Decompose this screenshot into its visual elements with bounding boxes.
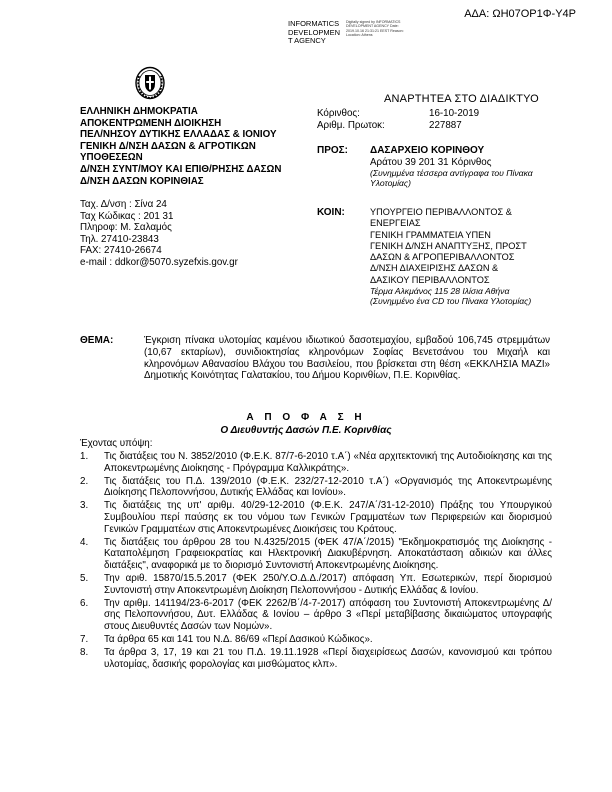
cc-line: ΓΕΝΙΚΗ Δ/ΝΣΗ ΑΝΑΠΤΥΞΗΣ, ΠΡΟΣΤ ΔΑΣΩΝ & ΑΓΡΟΠΕΡΙΒΑΛΛΟΝΤΟΣ <box>370 240 527 263</box>
contact-block <box>80 199 238 269</box>
contact-email: e-mail : ddkor@5070.syzefxis.gov.gr <box>80 256 238 268</box>
contact-line: Ταχ Κώδικας : 201 31 <box>80 210 174 222</box>
recipient-address: Αράτου 39 201 31 Κόρινθος <box>370 156 492 168</box>
date-label: Κόρινθος: <box>317 108 360 119</box>
signature-stamp <box>288 20 340 46</box>
list-item: 8. Τα άρθρα 3, 17, 19 και 21 του Π.Δ. 19.11.1928 «Περί διαχειρίσεως Δασών, κανονισμού και τρόπου υλοτομίας, δασικής φορολογίας και μισθώματος κλπ». <box>80 646 552 670</box>
contact-line: FAX: 27410-26674 <box>80 245 162 257</box>
list-item: 6. Την αριθμ. 141194/23-6-2017 (ΦΕΚ 2262/Β΄/4-7-2017) απόφαση του Συντονιστή Αποκεντρωμένης Δ/σης Πελοποννήσου, Δυτ. Ελλάδας & Ιονίου – άρθρο 3 «Περί μεταβίβασης δικαιώματος υπογραφής στους Διευθυντές Δασών των Νομών». <box>80 597 552 633</box>
list-item: 5. Την αριθ. 15870/15.5.2017 (ΦΕΚ 250/Υ.Ο.Δ.Δ./2017) απόφαση Υπ. Εσωτερικών, περί διορισμού Συντονιστή στην Αποκεντρωμένη Διοίκηση Πελοποννήσου - Δυτικής Ελλάδας & Ιονίου. <box>80 572 552 596</box>
contact-line: Πληροφ: Μ. Σαλαμός <box>80 222 172 234</box>
signature-details: Digitally signed by INFORMATICS DEVELOPMENT AGENCY Date: 2019.10.16 21:31:21 EEST Reason: Location: Athens <box>346 20 404 37</box>
cc-line: ΥΠΟΥΡΓΕΙΟ ΠΕΡΙΒΑΛΛΟΝΤΟΣ & ΕΝΕΡΓΕΙΑΣ <box>370 207 512 229</box>
stamp-line: DEVELOPMEN <box>288 27 341 37</box>
stamp-line: T AGENCY <box>288 36 326 45</box>
cc-note: (Συνημμένο ένα CD του Πίνακα Υλοτομίας) <box>370 296 532 307</box>
issuer-line: ΕΛΛΗΝΙΚΗ ΔΗΜΟΚΡΑΤΙΑ <box>80 106 198 117</box>
issuer-line: ΥΠΟΘΕΣΕΩΝ <box>80 152 143 164</box>
stamp-line: INFORMATICS <box>288 19 340 28</box>
issuer-line: ΓΕΝΙΚΗ Δ/ΝΣΗ ΔΑΣΩΝ & ΑΓΡΟΤΙΚΩΝ <box>80 140 256 152</box>
protocol-label: Αριθμ. Πρωτοκ: <box>317 120 385 131</box>
issuer-line: Δ/ΝΣΗ ΣΥΝΤ/ΜΟΥ ΚΑΙ ΕΠΙΘ/ΡΗΣΗΣ ΔΑΣΩΝ <box>80 163 282 175</box>
recipient-block <box>370 145 542 188</box>
considerations-list <box>80 451 552 671</box>
decision-heading: Α Π Ο Φ Α Σ Η <box>246 412 366 423</box>
subject-text: Έγκριση πίνακα υλοτομίας καμένου ιδιωτικού δασοτεμαχίου, εμβαδού 106,745 στρεμμάτων (10,67 εκταρίων), συνιδιοκτησίας κληρονόμων Σοφίας Βενετσάνου του Μιχαήλ και κληρονόμων Αθανασίου Βλάχου του Βασιλείου, που βρίσκεται στη θέση «ΕΚΚΛΗΣΙΑ ΜΑΖΙ» Δημοτικής Κοινότητας Γαλατακίου, του Δήμου Κορινθίων, Π.Ε. Κορινθίας. <box>144 335 550 382</box>
document-meta <box>317 108 479 132</box>
koin-label: ΚΟΙΝ: <box>317 207 345 218</box>
director-heading: Ο Διευθυντής Δασών Π.Ε. Κορινθίας <box>220 425 392 436</box>
pros-label: ΠΡΟΣ: <box>317 145 349 156</box>
contact-line: Τηλ. 27410-23843 <box>80 233 159 245</box>
cc-line: Δ/ΝΣΗ ΔΙΑΧΕΙΡΙΣΗΣ ΔΑΣΩΝ & ΔΑΣΙΚΟΥ ΠΕΡΙΒΑΛΛΟΝΤΟΣ <box>370 263 499 285</box>
publish-notice: ΑΝΑΡΤΗΤΕΑ ΣΤΟ ΔΙΑΔΙΚΤΥΟ <box>384 93 539 105</box>
ada-code: ΑΔΑ: ΩΗ07ΟΡ1Φ-Υ4Ρ <box>464 8 576 20</box>
greek-emblem-icon <box>134 66 166 105</box>
list-item: 1. Τις διατάξεις του Ν. 3852/2010 (Φ.Ε.Κ. 87/7-6-2010 τ.Α΄) «Νέα αρχιτεκτονική της Αυτοδιοίκησης και της Αποκεντρωμένης Διοίκησης - Πρόγραμμα Καλλικράτης». <box>80 451 552 474</box>
list-item: 4. Τις διατάξεις του άρθρου 28 του Ν.4325/2015 (ΦΕΚ 47/Α΄/2015) "Εκδημοκρατισμός της Διοίκησης - Καταπολέμηση Γραφειοκρατίας και Ηλεκτρονική Διακυβέρνηση. Αποκατάσταση αδικιών και άλλες διατάξεις", αναφορικά με το διορισμό Συντονιστή Αποκεντρωμένης Διοίκησης. <box>80 536 552 572</box>
recipient-note: (Συνημμένα τέσσερα αντίγραφα του Πίνακα Υλοτομίας) <box>370 168 533 189</box>
cc-address: Τέρμα Αλκμάνος 115 28 Ιλίσια Αθήνα <box>370 286 510 297</box>
considerations-intro: Έχοντας υπόψη: <box>80 438 153 449</box>
subject-label: ΘΕΜΑ: <box>80 335 114 346</box>
issuer-line: ΠΕΛ/ΝΗΣΟΥ ΔΥΤΙΚΗΣ ΕΛΛΑΔΑΣ & ΙΟΝΙΟΥ <box>80 129 277 141</box>
cc-block <box>370 207 538 306</box>
list-item: 3. Τις διατάξεις της υπ' αριθμ. 40/29-12-2010 (Φ.Ε.Κ. 247/Α΄/31-12-2010) Πράξης του Υπουργικού Συμβουλίου περί παύσης εκ του νόμου των Γενικών Γραμματέων των Περιφερειών και διορισμού Γενικών Γραμματέων στις Αποκεντρωμένες Διοικήσεις του Κράτους. <box>80 500 552 535</box>
list-item: 2. Τις διατάξεις του Π.Δ. 139/2010 (Φ.Ε.Κ. 232/27-12-2010 τ.Α΄) «Οργανισμός της Αποκεντρωμένης Διοίκησης Πελοποννήσου, Δυτικής Ελλάδας και Ιονίου». <box>80 475 552 499</box>
list-item: 7. Τα άρθρα 65 και 141 του Ν.Δ. 86/69 «Περί Δασικού Κώδικος». <box>80 633 373 645</box>
cc-line: ΓΕΝΙΚΗ ΓΡΑΜΜΑΤΕΙΑ ΥΠΕΝ <box>370 229 491 240</box>
issuer-block <box>80 106 312 187</box>
recipient-title: ΔΑΣΑΡΧΕΙΟ ΚΟΡΙΝΘΟΥ <box>370 145 485 156</box>
issuer-line: Δ/ΝΣΗ ΔΑΣΩΝ ΚΟΡΙΝΘΙΑΣ <box>80 175 204 187</box>
contact-line: Ταχ. Δ/νση : Σίνα 24 <box>80 199 167 210</box>
issuer-line: ΑΠΟΚΕΝΤΡΩΜΕΝΗ ΔΙΟΙΚΗΣΗ <box>80 117 222 129</box>
date-value: 16-10-2019 <box>429 108 480 119</box>
protocol-value: 227887 <box>429 120 462 131</box>
